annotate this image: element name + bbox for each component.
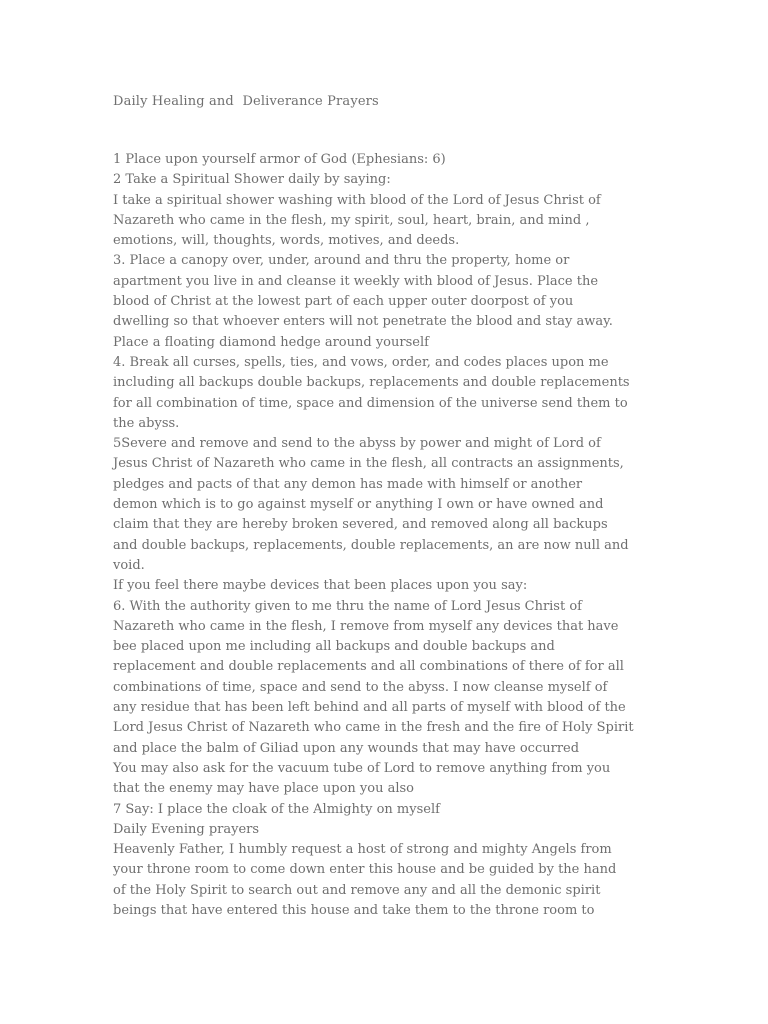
text-line: 2 Take a Spiritual Shower daily by saying: — [113, 172, 391, 188]
document-title: Daily Healing and Deliverance Prayers — [113, 94, 379, 109]
text-line: the abyss. — [113, 415, 180, 431]
text-line: 7 Say: I place the cloak of the Almighty on myself — [113, 801, 440, 817]
text-line: 4. Break all curses, spells, ties, and vows, order, and codes places upon me — [113, 354, 609, 370]
text-line: Place a floating diamond hedge around yourself — [113, 334, 429, 350]
text-line: and place the balm of Giliad upon any wounds that may have occurred — [113, 740, 580, 756]
text-line: Heavenly Father, I humbly request a host of strong and mighty Angels from — [113, 842, 612, 858]
text-line: beings that have entered this house and take them to the throne room to — [113, 902, 595, 918]
text-line: bee placed upon me including all backups and double backups and — [113, 639, 555, 655]
text-line: apartment you live in and cleanse it weekly with blood of Jesus. Place the — [113, 273, 599, 289]
text-line: combinations of time, space and send to the abyss. I now cleanse myself of — [113, 679, 608, 695]
text-line: 6. With the authority given to me thru the name of Lord Jesus Christ of — [113, 598, 582, 614]
text-line: emotions, will, thoughts, words, motives, and deeds. — [113, 233, 460, 249]
text-line: Daily Evening prayers — [113, 821, 260, 837]
text-line: that the enemy may have place upon you also — [113, 781, 414, 797]
text-line: replacement and double replacements and all combinations of there of for all — [113, 659, 624, 675]
text-line: pledges and pacts of that any demon has made with himself or another — [113, 476, 583, 492]
text-line: any residue that has been left behind and all parts of myself with blood of the — [113, 700, 626, 716]
text-line: 5Severe and remove and send to the abyss by power and might of Lord of — [113, 436, 601, 452]
text-line: Jesus Christ of Nazareth who came in the flesh, all contracts an assignments, — [113, 456, 624, 472]
text-line: Nazareth who came in the flesh, my spirit, soul, heart, brain, and mind , — [113, 212, 590, 228]
text-line: Nazareth who came in the flesh, I remove from myself any devices that have — [113, 618, 619, 634]
text-line: demon which is to go against myself or anything I own or have owned and — [113, 497, 604, 513]
text-line: for all combination of time, space and dimension of the universe send them to — [113, 395, 628, 411]
text-line: of the Holy Spirit to search out and remove any and all the demonic spirit — [113, 882, 601, 898]
text-line: I take a spiritual shower washing with blood of the Lord of Jesus Christ of — [113, 192, 601, 208]
text-line: your throne room to come down enter this house and be guided by the hand — [113, 862, 617, 878]
text-line: void. — [113, 557, 145, 573]
text-line: blood of Christ at the lowest part of each upper outer doorpost of you — [113, 294, 574, 310]
text-line: dwelling so that whoever enters will not penetrate the blood and stay away. — [113, 314, 613, 330]
text-line: including all backups double backups, replacements and double replacements — [113, 375, 630, 391]
document-body — [113, 150, 673, 921]
text-line: and double backups, replacements, double replacements, an are now null and — [113, 537, 629, 553]
text-line: 3. Place a canopy over, under, around and thru the property, home or — [113, 253, 570, 269]
text-line: claim that they are hereby broken severed, and removed along all backups — [113, 517, 608, 533]
text-line: 1 Place upon yourself armor of God (Ephesians: 6) — [113, 152, 446, 167]
text-line: You may also ask for the vacuum tube of Lord to remove anything from you — [113, 760, 611, 776]
text-line: If you feel there maybe devices that been places upon you say: — [113, 578, 528, 594]
text-line: Lord Jesus Christ of Nazareth who came in the fresh and the fire of Holy Spirit — [113, 720, 634, 736]
